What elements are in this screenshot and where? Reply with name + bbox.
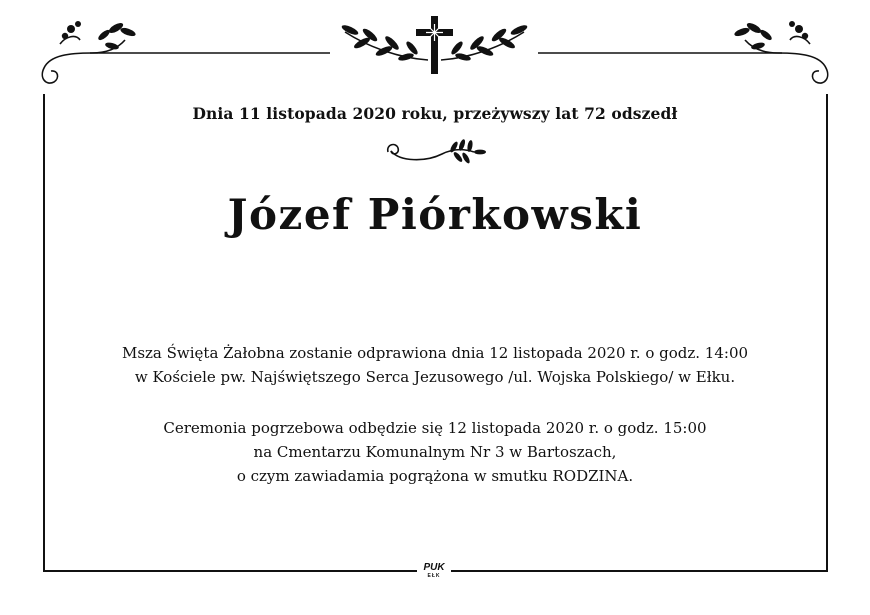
mass-announcement	[0, 341, 870, 389]
deceased-name: Józef Piórkowski	[227, 190, 643, 239]
notice-intro: Dnia 11 listopada 2020 roku, przeżywszy lat 72 odszedł	[192, 104, 678, 123]
floral-corner-right-icon	[733, 21, 827, 83]
mass-line-2: w Kościele pw. Najświętszego Serca Jezusowego /ul. Wojska Polskiego/ w Ełku.	[134, 368, 736, 386]
ceremony-announcement	[0, 416, 870, 488]
publisher-logo	[417, 563, 451, 581]
ceremony-line-3: o czym zawiadamia pogrążona w smutku RODZINA.	[236, 467, 634, 485]
floral-corner-left-icon	[42, 21, 136, 83]
mass-line-1: Msza Święta Żałobna zostanie odprawiona dnia 12 listopada 2020 r. o godz. 14:00	[121, 344, 749, 362]
publisher-logo-main: PUK	[423, 562, 445, 573]
cross-with-olive-branches-icon	[340, 16, 528, 74]
swirl-leaf-divider-icon	[388, 139, 486, 165]
ceremony-line-1: Ceremonia pogrzebowa odbędzie się 12 listopada 2020 r. o godz. 15:00	[163, 419, 707, 437]
publisher-logo-sub: EŁK	[427, 573, 441, 579]
ceremony-line-2: na Cmentarzu Komunalnym Nr 3 w Bartoszach,	[253, 443, 617, 461]
frame-border	[44, 94, 827, 571]
